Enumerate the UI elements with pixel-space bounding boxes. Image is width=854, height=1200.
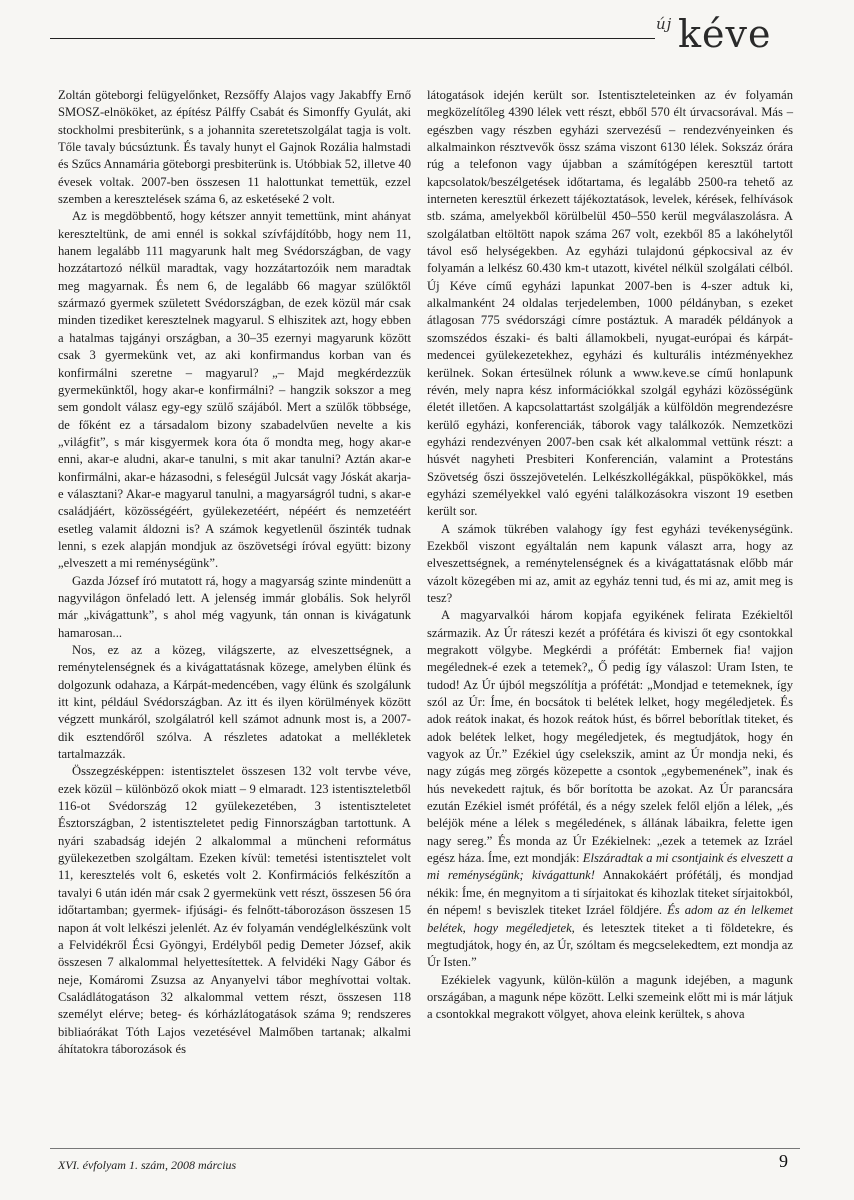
- paragraph: Ezékielek vagyunk, külön-külön a magunk idejében, a magunk országában, a magunk népe között. Lelki szemeink előtt mi is már látjuk a csontokkal megrakott völgyet, ahova eleink kerültek, s ahova: [427, 972, 793, 1022]
- paragraph: Az is megdöbbentő, hogy kétszer annyit temettünk, mint ahányat kereszteltünk, de ami ennél is sokkal szívfájdítóbb, hogy nem 11, hanem legalább 111 magyarunk halt meg Svédországban, de vagy hozzátartozó nélkül maradtak, vagy hozzátartozóik nem maradtak meg magyarnak. És nem 6, de legalább 66 magyar szülőktől származó gyermek született Svédországban, de ezek közül már csak minden tizediket keresztelnek magyarul. S elhiszitek azt, hogy ebben a hatalmas tajgányi országban, a 30–35 ezernyi magyarunk között csak 3 gyermekünk vet, az aki konfirmandus korban van és konfirmálni szeretne – magyarul? „– Majd megkérdezzük gyermekünktől, hogy akar-e konfirmálni? – hangzik sokszor a meg sem gondolt válasz egy-egy szülő szájából. Mert a szülők többsége, de főként ez a társadalom bizony szabadelvűen nevelte a kis „világfit”, s már kisgyermek kora óta ő mondta meg, hogy akar-e enni, akar-e aludni, akar-e tanulni, s mit akar tanulni? Aztán akar-e konfirmálni, akar-e házasodni, s feleségül Julcsát vagy Jóskát akarja-e választani? Akar-e magyarul tanulni, a magyarságról tudni, s akar-e családjáért, közösségéért, gyülekezetéért, népéért és nemzetéért esetleg valamit áldozni is? A számok kegyetlenül őszinték tudnak lenni, s ezek alapján mondjuk az öszövetségi íróval együtt: bizony „elveszett a mi reménységünk”.: [58, 209, 411, 571]
- header-rule: [50, 38, 655, 39]
- paragraph: Nos, ez az a közeg, világszerte, az elveszettségnek, a reménytelenségnek és a kivágattatásnak közege, amelyben élünk és dolgozunk odahaza, a Kárpát-medencében, vagy élünk és szolgálunk itt kint, például Svédországban. Az itt és ilyen körülmények között végzett munkáról, szolgálatról kell számot adnunk most is, a 2007-dik esztendőről szólva. A részletes adatokat a mellékletek tartalmazzák.: [58, 643, 411, 762]
- masthead-logo: [656, 6, 806, 56]
- paragraph: látogatások idején került sor. Istentiszteleteinken az év folyamán megközelítőleg 4390 lélek vett részt, ebből 570 élt úrvacsorával. Más – egészben vagy részben egyházi szervezésű – rendezvényeinken és alkalmainkon résztvevők össz száma viszont 6130 lélek. Sokszáz órára rúg a telefonon vagy újabban a számítógépen keresztül tartott kapcsolatok/beszélgetések időtartama, és legalább 2500-ra tehető az interneten keresztül érkezett tájékoztatások, levelek, kérések, felhívások stb. száma, amelyekből körülbelül 450–550 kerül megválaszolásra. A szolgálatban eltöltött napok száma 267 volt, ezekből 85 a lakóhelytől távol eső helységekben. Az egyházi tulajdonú gépkocsival az év folyamán a lelkész 60.430 km-t utazott, kivétel nélkül szolgálati célból. Új Kéve című egyházi lapunkat 2007-ben is 4-szer adtuk ki, alkalmanként 24 oldalas terjedelemben, 1000 példányban, s ezeket átlagosan 775 svédországi címre postáztuk. A maradék példányok a szomszédos északi- és balti államokbeli, nyugat-európai és kárpát-medencei gyülekezetekhez, egyházi és kulturális intézményekhez kerülnek. Sokan értesülnek rólunk a www.keve.se című honlapunk révén, mely napra kész információkkal szolgál egyházi közösségünk életét illetően. A kapcsolattartást szolgálják a külföldön megrendezésre kerülő egyházi, konferenciák, táborok vagy találkozók. Nemzetközi egyházi rendezvényen 2007-ben csak két alkalommal vettünk részt: a húsvét nagyheti Presbiteri Konferencián, valamint a Protestáns Szövetség őszi összejövetelén. Lelkészkollégákkal, püspökökkel, más egyházi személyekkel való egyéni találkozásokra viszont 19 esetben került sor.: [427, 88, 793, 519]
- page-number: 9: [779, 1151, 788, 1171]
- italic-quote: Elszáradtak a mi csontjaink és elveszett a mi reménységünk; kivágattunk!: [427, 851, 793, 883]
- masthead-uj: új: [656, 15, 673, 33]
- left-column: [58, 87, 411, 1058]
- text-run: A magyarvalkói három kopjafa egyikének felirata Ezékieltől származik. Az Úr ráteszi kezét a prófétára és kiviszi őt egy csontokkal megrakott völgybe. Megkérdi a prófétát: Embernek fia! vajjon megélednek-é ezek a tetemek?„ Ő pedig így válaszol: Uram Isten, te tudod! Az Úr újból megszólítja a prófétát: „Mondjad e tetemeknek, így szól az Úr: Íme, én bocsátok ti belétek lelket, hogy megéledjetek. És adok reátok inakat, és hozok reátok húst, és bőrrel beborítlak titeket, és adok belétek lelket, hogy megéledjetek, és megtudjátok, hogy én vagyok az Úr.” Ezékiel úgy cselekszik, amint az Úr mondja neki, és nagy zúgás meg zörgés közepette a csontok „egybemenének”, inak és hús nevekedett rajtuk, és bőr borította be azokat. Az Úr parancsára ezután Ezékiel ismét prófétál, és a négy szelek felől eljőn a lélek, „és beléjök méne a lélek s megéledének, s állának lábaikra, felette igen nagy sereg.” És monda az Úr Ezékielnek: „ezek a tetemek az Izráel egész háza. Íme, ezt mondják:: [427, 608, 793, 866]
- paragraph-ezekiel: [427, 607, 793, 971]
- italic-quote: És adom az én lelkemet belétek, hogy megéledjetek,: [427, 903, 793, 935]
- text-run: és letesztek titeket a ti földetekre, és megtudjátok, hogy én, az Úr, szóltam és megcselekedtem, ezt mondja az Úr Isten.”: [427, 920, 794, 970]
- paragraph: A számok tükrében valahogy így fest egyházi tevékenységünk. Ezekből viszont egyáltalán nem kapunk választ arra, hogy az elveszettségnek, a reménytelenségnek és a kivágattatásnak előbb már vázolt közegében mi az, amit az egyház tenni tud, és mi az, amit meg is tesz?: [427, 521, 793, 605]
- masthead-keve: kéve: [678, 12, 772, 56]
- paragraph: Összegzésképpen: istentisztelet összesen 132 volt tervbe véve, ezek közül – különböző okok miatt – 9 elmaradt. 123 istentiszteletből 116-ot Svédország 12 gyülekezetében, 3 istentiszteletet Észtországban, 2 istentiszteletet pedig Finnországban tartottunk. A nyári szabadság idején 2 alkalommal a müncheni református gyülekezetben szolgáltam. Ezeken kívül: temetési istentisztelet volt 11, keresztelés volt 6, esketés volt 2. Konfirmációs felkészítőn a tavalyi 6 után idén már csak 2 gyermekünk vett részt, összesen 56 óra időtartamban; gyermek- ifjúsági- és felnőtt-táborozáson összesen 15 napon át volt lelkészi jelenlét. Az év folyamán vendéglelkészünk volt a Felvidékről Écsi Gyöngyi, Erdélyből pedig Demeter József, akik összesen 7 alkalommal helyettesítettek. A felvidéki Nagy Gábor és neje, Komáromi Zsuzsa az Anyanyelvi tábor meghívottai voltak. Családlátogatáson 32 alkalommal vettem részt, összesen 118 személyt elérve; beteg- és kórházlátogatások száma 9; rendszeres bibliaórákat Tóth Lajos vezetésével Malmőben tartanak; alkalmi áhítatokra táborozások és: [58, 764, 411, 1056]
- footer-rule: [50, 1148, 800, 1149]
- paragraph: Gazda József író mutatott rá, hogy a magyarság szinte mindenütt a nagyvilágon önfeladó lett. A jelenség immár globális. Sok helyről már „kivágattunk”, s ahol még vagyunk, tán onnan is kivágatunk hamarosan...: [58, 573, 411, 640]
- issue-info: XVI. évfolyam 1. szám, 2008 március: [58, 1158, 237, 1172]
- right-column: [427, 87, 793, 1024]
- paragraph: Zoltán göteborgi felügyelőnket, Rezsőffy Alajos vagy Jakabffy Ernő SMOSZ-elnököket, az építész Pálffy Csabát és Simonffy Gyulát, aki stockholmi presbiterünk, s a johannita szeretetszolgálat tagja is volt. Tőle tavaly búcsúztunk. És tavaly hunyt el Gajnok Rozália halmstadi és Szűcs Annamária göteborgi presbiterünk is. Utóbbiak 52, illetve 40 évesek voltak. 2007-ben összesen 11 halottunkat temettük, ezzel szemben a keresztelések száma 6, az esketéseké 2 volt.: [58, 88, 411, 207]
- text-run: Annakokáért prófétálj, és mondjad nékik: Íme, én megnyitom a ti sírjaitokat és kihozlak titeket sírjaitokból, én népem! s beviszlek titeket Izráel földjére.: [427, 868, 793, 918]
